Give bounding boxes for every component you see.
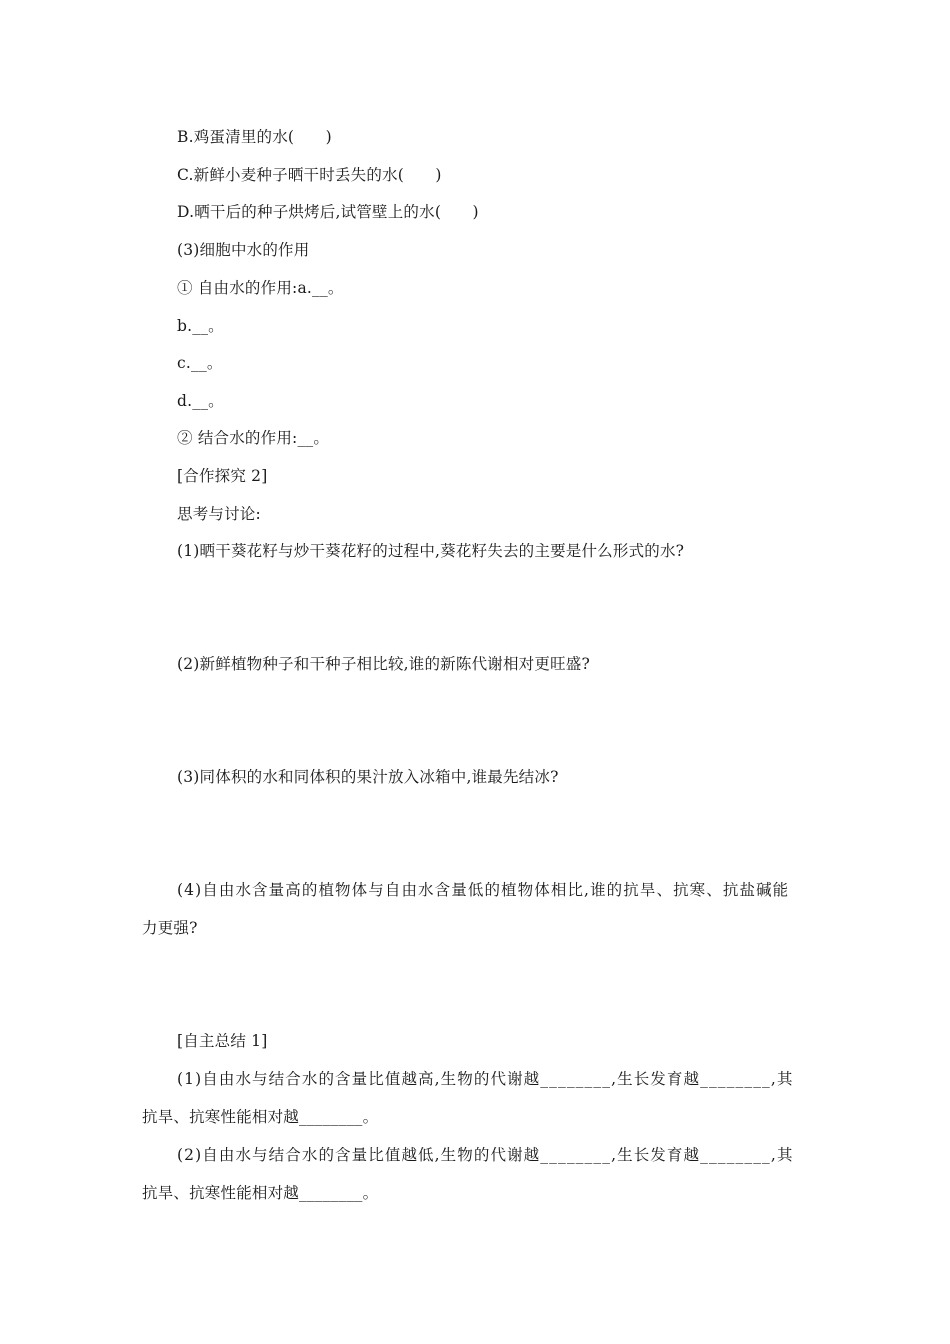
- summary-item-2-line-1: (2)自由水与结合水的含量比值越低,生物的代谢越________,生长发育越________,其: [177, 1146, 794, 1164]
- section-heading-water-function: (3)细胞中水的作用: [177, 241, 310, 259]
- summary-item-1-line-1: (1)自由水与结合水的含量比值越高,生物的代谢越________,生长发育越________,其: [177, 1070, 794, 1088]
- option-b: B.鸡蛋清里的水( ): [177, 128, 332, 146]
- summary-heading: [自主总结 1]: [177, 1032, 268, 1050]
- bound-water-function: ② 结合水的作用:__。: [177, 429, 330, 447]
- question-3: (3)同体积的水和同体积的果汁放入冰箱中,谁最先结冰?: [177, 768, 559, 786]
- free-water-function-c: c.__。: [177, 354, 223, 372]
- question-1: (1)晒干葵花籽与炒干葵花籽的过程中,葵花籽失去的主要是什么形式的水?: [177, 542, 685, 560]
- summary-item-1-line-2: 抗旱、抗寒性能相对越________。: [142, 1108, 379, 1126]
- free-water-function-b: b.__。: [177, 317, 224, 335]
- option-c: C.新鲜小麦种子晒干时丢失的水( ): [177, 166, 442, 184]
- summary-item-2-line-2: 抗旱、抗寒性能相对越________。: [142, 1184, 379, 1202]
- free-water-function-d: d.__。: [177, 392, 224, 410]
- option-d: D.晒干后的种子烘烤后,试管壁上的水( ): [177, 203, 479, 221]
- discussion-intro: 思考与讨论:: [177, 505, 261, 523]
- question-4-line-1: (4)自由水含量高的植物体与自由水含量低的植物体相比,谁的抗旱、抗寒、抗盐碱能: [177, 881, 790, 899]
- question-4-line-2: 力更强?: [142, 919, 198, 937]
- question-2: (2)新鲜植物种子和干种子相比较,谁的新陈代谢相对更旺盛?: [177, 655, 590, 673]
- explore-heading: [合作探究 2]: [177, 467, 268, 485]
- free-water-function-a: ① 自由水的作用:a.__。: [177, 279, 344, 297]
